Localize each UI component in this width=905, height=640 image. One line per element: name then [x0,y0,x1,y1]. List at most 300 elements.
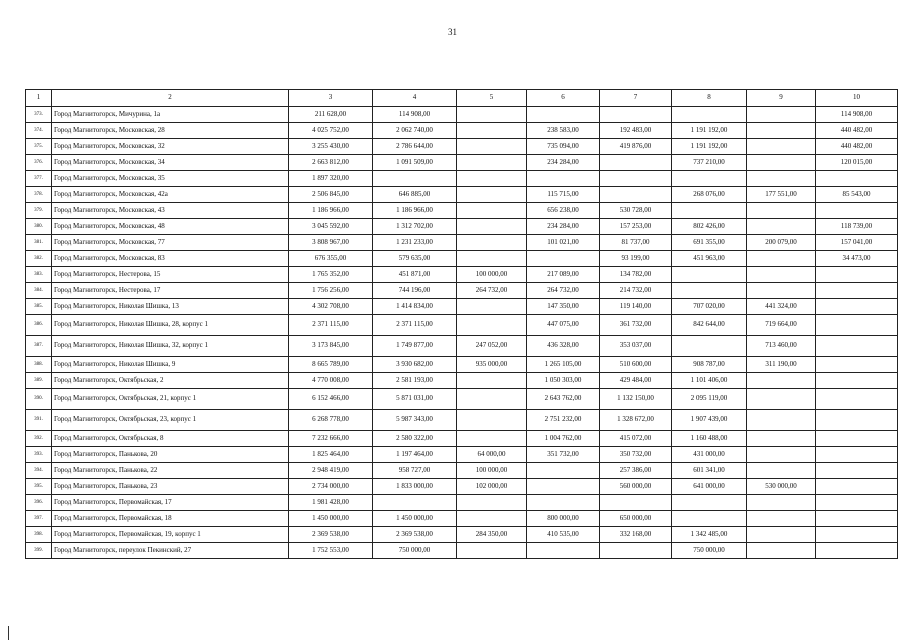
amount-cell: 8 665 789,00 [289,357,373,373]
amount-cell: 440 482,00 [816,139,898,155]
amount-cell: 157 041,00 [816,235,898,251]
amount-cell [747,139,816,155]
amount-cell: 1 186 966,00 [289,203,373,219]
amount-cell: 410 535,00 [527,527,600,543]
amount-cell: 1 191 192,00 [672,123,747,139]
amount-cell [527,171,600,187]
table-row [26,267,898,283]
table-row [26,410,898,431]
amount-cell: 85 543,00 [816,187,898,203]
table-row [26,527,898,543]
amount-cell: 530 000,00 [747,479,816,495]
amount-cell [816,479,898,495]
table-row [26,373,898,389]
header-row [26,90,898,107]
amount-cell [373,495,457,511]
row-number-cell: 383. [26,267,52,283]
amount-cell: 510 600,00 [600,357,672,373]
amount-cell: 676 355,00 [289,251,373,267]
col-header: 5 [457,90,527,107]
amount-cell: 332 168,00 [600,527,672,543]
amount-cell: 6 268 778,00 [289,410,373,431]
row-number-cell: 376. [26,155,52,171]
amount-cell: 451 963,00 [672,251,747,267]
amount-cell: 4 302 708,00 [289,299,373,315]
amount-cell: 1 197 464,00 [373,447,457,463]
amount-cell [816,171,898,187]
amount-cell [457,139,527,155]
amount-cell: 2 786 644,00 [373,139,457,155]
amount-cell [816,373,898,389]
amount-cell: 100 000,00 [457,267,527,283]
amount-cell: 257 386,00 [600,463,672,479]
amount-cell: 119 140,00 [600,299,672,315]
row-number-cell: 374. [26,123,52,139]
address-cell: Город Магнитогорск, Николая Шишка, 32, корпус 1 [52,336,289,357]
address-cell: Город Магнитогорск, Октябрьская, 2 [52,373,289,389]
row-number-cell: 397. [26,511,52,527]
amount-cell: 361 732,00 [600,315,672,336]
amount-cell [747,251,816,267]
amount-cell [747,123,816,139]
amount-cell [457,235,527,251]
amount-cell [457,315,527,336]
amount-cell [600,107,672,123]
table-row [26,511,898,527]
address-cell: Город Магнитогорск, Московская, 34 [52,155,289,171]
amount-cell: 115 715,00 [527,187,600,203]
amount-cell [816,495,898,511]
table-row [26,336,898,357]
amount-cell: 147 350,00 [527,299,600,315]
address-cell: Город Магнитогорск, Панькова, 22 [52,463,289,479]
amount-cell [816,283,898,299]
row-number-cell: 373. [26,107,52,123]
row-number-cell: 389. [26,373,52,389]
amount-cell: 641 000,00 [672,479,747,495]
amount-cell [816,336,898,357]
col-header: 8 [672,90,747,107]
address-cell: Город Магнитогорск, Московская, 32 [52,139,289,155]
amount-cell: 3 173 845,00 [289,336,373,357]
row-number-cell: 387. [26,336,52,357]
col-header: 4 [373,90,457,107]
amount-cell [457,107,527,123]
amount-cell [457,123,527,139]
amount-cell [747,373,816,389]
amount-cell [747,495,816,511]
amount-cell: 2 371 115,00 [373,315,457,336]
amount-cell: 560 000,00 [600,479,672,495]
table-row [26,315,898,336]
row-number-cell: 378. [26,187,52,203]
row-number-cell: 380. [26,219,52,235]
amount-cell: 64 000,00 [457,447,527,463]
amount-cell: 737 210,00 [672,155,747,171]
amount-cell: 211 628,00 [289,107,373,123]
amount-cell [747,527,816,543]
amount-cell [600,495,672,511]
amount-cell: 2 062 740,00 [373,123,457,139]
amount-cell: 2 751 232,00 [527,410,600,431]
amount-cell: 3 255 430,00 [289,139,373,155]
amount-cell: 217 089,00 [527,267,600,283]
amount-cell: 530 728,00 [600,203,672,219]
address-cell: Город Магнитогорск, Панькова, 20 [52,447,289,463]
table-row [26,283,898,299]
table-row [26,389,898,410]
amount-cell: 691 355,00 [672,235,747,251]
amount-cell: 1 191 192,00 [672,139,747,155]
amount-cell [527,543,600,559]
amount-cell: 214 732,00 [600,283,672,299]
row-number-cell: 398. [26,527,52,543]
amount-cell [373,171,457,187]
amount-cell [747,107,816,123]
address-cell: Город Магнитогорск, Николая Шишка, 28, корпус 1 [52,315,289,336]
amount-cell: 744 196,00 [373,283,457,299]
table-row [26,251,898,267]
row-number-cell: 391. [26,410,52,431]
amount-cell: 601 341,00 [672,463,747,479]
amount-cell: 234 284,00 [527,219,600,235]
table-row [26,479,898,495]
amount-cell [816,543,898,559]
amount-cell: 735 094,00 [527,139,600,155]
amount-cell: 1 342 485,00 [672,527,747,543]
table-row [26,123,898,139]
table-row [26,495,898,511]
amount-cell: 200 079,00 [747,235,816,251]
amount-cell [457,495,527,511]
amount-cell: 1 833 000,00 [373,479,457,495]
amount-cell: 264 732,00 [527,283,600,299]
row-number-cell: 381. [26,235,52,251]
address-cell: Город Магнитогорск, переулок Пекинский, 27 [52,543,289,559]
table-row [26,219,898,235]
amount-cell: 750 000,00 [672,543,747,559]
address-cell: Город Магнитогорск, Московская, 43 [52,203,289,219]
amount-cell: 6 152 466,00 [289,389,373,410]
amount-cell [672,267,747,283]
row-number-cell: 386. [26,315,52,336]
address-cell: Город Магнитогорск, Октябрьская, 8 [52,431,289,447]
table-row [26,107,898,123]
amount-cell: 2 734 000,00 [289,479,373,495]
address-cell: Город Магнитогорск, Московская, 28 [52,123,289,139]
amount-cell: 1 756 256,00 [289,283,373,299]
amount-cell: 1 160 488,00 [672,431,747,447]
row-number-cell: 384. [26,283,52,299]
amount-cell [747,410,816,431]
amount-cell: 3 930 682,00 [373,357,457,373]
amount-cell: 1 765 352,00 [289,267,373,283]
amount-cell: 2 643 762,00 [527,389,600,410]
address-cell: Город Магнитогорск, Первомайская, 18 [52,511,289,527]
amount-cell: 192 483,00 [600,123,672,139]
amount-cell: 1 414 834,00 [373,299,457,315]
amount-cell: 93 199,00 [600,251,672,267]
amount-cell: 451 871,00 [373,267,457,283]
row-number-cell: 388. [26,357,52,373]
row-number-cell: 377. [26,171,52,187]
amount-cell: 2 948 419,00 [289,463,373,479]
address-cell: Город Магнитогорск, Московская, 42а [52,187,289,203]
amount-cell: 1 450 000,00 [289,511,373,527]
amount-cell [600,171,672,187]
row-number-cell: 392. [26,431,52,447]
amount-cell: 802 426,00 [672,219,747,235]
address-cell: Город Магнитогорск, Николая Шишка, 9 [52,357,289,373]
address-cell: Город Магнитогорск, Московская, 48 [52,219,289,235]
table-body [26,107,898,559]
table-row [26,431,898,447]
amount-cell: 353 037,00 [600,336,672,357]
amount-cell [457,171,527,187]
row-number-cell: 394. [26,463,52,479]
amount-cell [816,357,898,373]
amount-cell: 707 020,00 [672,299,747,315]
table-row [26,463,898,479]
amount-cell: 713 460,00 [747,336,816,357]
amount-cell [457,219,527,235]
amount-cell [457,431,527,447]
amount-cell [457,389,527,410]
amount-cell [600,155,672,171]
amount-cell: 415 072,00 [600,431,672,447]
amount-cell [747,171,816,187]
amount-cell [816,410,898,431]
amount-cell [816,267,898,283]
amount-cell: 2 663 812,00 [289,155,373,171]
page-number: 31 [448,27,457,37]
amount-cell: 719 664,00 [747,315,816,336]
col-header: 7 [600,90,672,107]
amount-cell [747,511,816,527]
amount-cell [816,463,898,479]
amount-cell: 134 782,00 [600,267,672,283]
amount-cell [747,543,816,559]
amount-cell [816,315,898,336]
amount-cell: 100 000,00 [457,463,527,479]
address-cell: Город Магнитогорск, Нестерова, 17 [52,283,289,299]
row-number-cell: 396. [26,495,52,511]
table-row [26,543,898,559]
amount-cell: 441 324,00 [747,299,816,315]
amount-cell: 1 981 428,00 [289,495,373,511]
row-number-cell: 393. [26,447,52,463]
amount-cell: 157 253,00 [600,219,672,235]
amount-cell: 1 907 439,00 [672,410,747,431]
amount-cell: 5 871 031,00 [373,389,457,410]
row-number-cell: 399. [26,543,52,559]
amount-cell [816,203,898,219]
table-row [26,155,898,171]
amount-cell: 102 000,00 [457,479,527,495]
row-number-cell: 395. [26,479,52,495]
amount-cell: 2 581 193,00 [373,373,457,389]
amount-cell [747,219,816,235]
amount-cell: 120 015,00 [816,155,898,171]
amount-cell: 436 328,00 [527,336,600,357]
amount-cell: 2 369 538,00 [289,527,373,543]
table-row [26,203,898,219]
amount-cell [457,187,527,203]
amount-cell: 2 369 538,00 [373,527,457,543]
amount-cell: 2 580 322,00 [373,431,457,447]
amount-cell [816,299,898,315]
amount-cell [747,447,816,463]
address-cell: Город Магнитогорск, Московская, 35 [52,171,289,187]
amount-cell [747,155,816,171]
amount-cell [457,155,527,171]
amount-cell: 234 284,00 [527,155,600,171]
amount-cell: 1 825 464,00 [289,447,373,463]
amount-cell: 311 190,00 [747,357,816,373]
amount-cell: 1 132 150,00 [600,389,672,410]
amount-cell: 114 908,00 [373,107,457,123]
address-cell: Город Магнитогорск, Первомайская, 19, корпус 1 [52,527,289,543]
amount-cell: 1 186 966,00 [373,203,457,219]
amount-cell: 958 727,00 [373,463,457,479]
table-row [26,139,898,155]
amount-cell: 750 000,00 [373,543,457,559]
amount-cell: 1 004 762,00 [527,431,600,447]
address-cell: Город Магнитогорск, Панькова, 23 [52,479,289,495]
amount-cell: 1 265 105,00 [527,357,600,373]
amount-cell: 656 238,00 [527,203,600,219]
col-header: 2 [52,90,289,107]
amount-cell: 264 732,00 [457,283,527,299]
amount-cell: 1 091 509,00 [373,155,457,171]
address-cell: Город Магнитогорск, Николая Шишка, 13 [52,299,289,315]
amount-cell [672,495,747,511]
amount-cell [527,479,600,495]
address-cell: Город Магнитогорск, Октябрьская, 21, корпус 1 [52,389,289,410]
amount-cell: 2 095 119,00 [672,389,747,410]
amount-cell: 4 770 008,00 [289,373,373,389]
amount-cell: 800 000,00 [527,511,600,527]
address-cell: Город Магнитогорск, Московская, 77 [52,235,289,251]
col-header: 9 [747,90,816,107]
col-header: 10 [816,90,898,107]
amount-cell: 4 025 752,00 [289,123,373,139]
amount-cell [816,389,898,410]
address-cell: Город Магнитогорск, Первомайская, 17 [52,495,289,511]
amount-cell [600,543,672,559]
amount-cell: 650 000,00 [600,511,672,527]
amount-cell [600,187,672,203]
amount-cell [457,299,527,315]
table-row [26,357,898,373]
amount-cell: 429 484,00 [600,373,672,389]
col-header: 1 [26,90,52,107]
amount-cell: 350 732,00 [600,447,672,463]
amount-cell [527,495,600,511]
amount-cell: 268 076,00 [672,187,747,203]
table-row [26,171,898,187]
amount-cell: 1 328 672,00 [600,410,672,431]
col-header: 6 [527,90,600,107]
amount-cell [816,447,898,463]
amount-cell: 1 897 320,00 [289,171,373,187]
amount-cell [747,463,816,479]
amount-cell: 238 583,00 [527,123,600,139]
amount-cell: 440 482,00 [816,123,898,139]
address-cell: Город Магнитогорск, Октябрьская, 23, корпус 1 [52,410,289,431]
amount-cell: 419 876,00 [600,139,672,155]
amount-cell [672,203,747,219]
amount-cell: 1 752 553,00 [289,543,373,559]
row-number-cell: 390. [26,389,52,410]
table-row [26,299,898,315]
amount-cell: 1 050 303,00 [527,373,600,389]
amount-cell: 247 052,00 [457,336,527,357]
amount-cell [672,107,747,123]
amount-cell [457,203,527,219]
amount-cell [747,283,816,299]
amount-cell: 842 644,00 [672,315,747,336]
amount-cell: 646 885,00 [373,187,457,203]
table-row [26,187,898,203]
col-header: 3 [289,90,373,107]
amount-cell: 3 045 592,00 [289,219,373,235]
address-cell: Город Магнитогорск, Мичурина, 1а [52,107,289,123]
amount-cell [672,171,747,187]
amount-cell: 447 075,00 [527,315,600,336]
amount-cell [457,373,527,389]
amount-cell: 2 506 845,00 [289,187,373,203]
amount-cell: 2 371 115,00 [289,315,373,336]
amount-cell [672,283,747,299]
amount-cell: 3 808 967,00 [289,235,373,251]
amount-cell: 101 021,00 [527,235,600,251]
amount-cell [816,527,898,543]
amount-cell: 351 732,00 [527,447,600,463]
amount-cell: 7 232 666,00 [289,431,373,447]
row-number-cell: 375. [26,139,52,155]
amount-cell: 1 101 406,00 [672,373,747,389]
amount-cell: 34 473,00 [816,251,898,267]
amount-cell [457,543,527,559]
amount-cell [672,336,747,357]
amount-cell [457,251,527,267]
amount-cell [457,511,527,527]
amount-cell: 284 350,00 [457,527,527,543]
row-number-cell: 385. [26,299,52,315]
amount-cell [747,203,816,219]
amount-cell: 118 739,00 [816,219,898,235]
amount-cell [816,511,898,527]
amount-cell [672,511,747,527]
table-row [26,235,898,251]
amount-cell [457,410,527,431]
amount-cell [747,267,816,283]
address-cell: Город Магнитогорск, Московская, 83 [52,251,289,267]
amount-cell: 177 551,00 [747,187,816,203]
address-cell: Город Магнитогорск, Нестерова, 15 [52,267,289,283]
amount-cell [747,389,816,410]
amount-cell: 1 312 702,00 [373,219,457,235]
amount-cell [527,107,600,123]
amount-cell [527,463,600,479]
register-table [25,89,898,559]
table-row [26,447,898,463]
amount-cell [747,431,816,447]
amount-cell: 431 000,00 [672,447,747,463]
amount-cell: 908 787,00 [672,357,747,373]
amount-cell: 935 000,00 [457,357,527,373]
